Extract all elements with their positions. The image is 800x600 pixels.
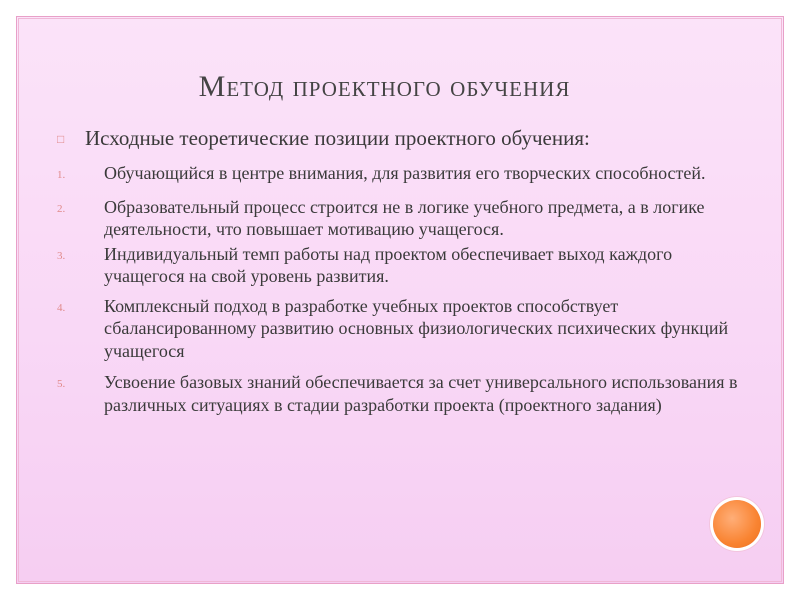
list-item (57, 162, 757, 187)
slide-frame (16, 16, 784, 584)
slide-title: Метод проектного обучения (198, 70, 571, 103)
list-item (57, 371, 757, 416)
square-bullet-icon (57, 132, 85, 147)
list-item-text: Усвоение базовых знаний обеспечивается за счет универсального использования в различных ситуациях в стадии разработки проекта (проектного задания) (104, 372, 738, 415)
list-item-text: Образовательный процесс строится не в логике учебного предмета, а в логике деятельности, что повышает мотивацию учащегося. (104, 196, 705, 239)
list-item (57, 243, 757, 288)
numbered-list (57, 162, 757, 416)
list-number: 4. (57, 301, 66, 314)
list-item (57, 295, 757, 363)
list-number: 2. (57, 202, 66, 215)
lead-bullet-point (57, 126, 757, 151)
list-item-text: Обучающийся в центре внимания, для развития его творческих способностей. (104, 163, 706, 183)
lead-text: Исходные теоретические позиции проектного обучения: (85, 126, 590, 150)
list-item-text: Комплексный подход в разработке учебных проектов способствует сбалансированному развитию основных физиологических психических функций учащегося (104, 295, 729, 361)
list-item-text: Индивидуальный темп работы над проектом обеспечивает выход каждого учащегося на свой уровень развития. (104, 243, 673, 286)
list-number: 5. (57, 378, 66, 390)
list-number: 3. (57, 249, 66, 262)
list-item (57, 196, 757, 241)
list-number: 1. (57, 169, 66, 181)
orange-circle-decoration (713, 500, 761, 548)
